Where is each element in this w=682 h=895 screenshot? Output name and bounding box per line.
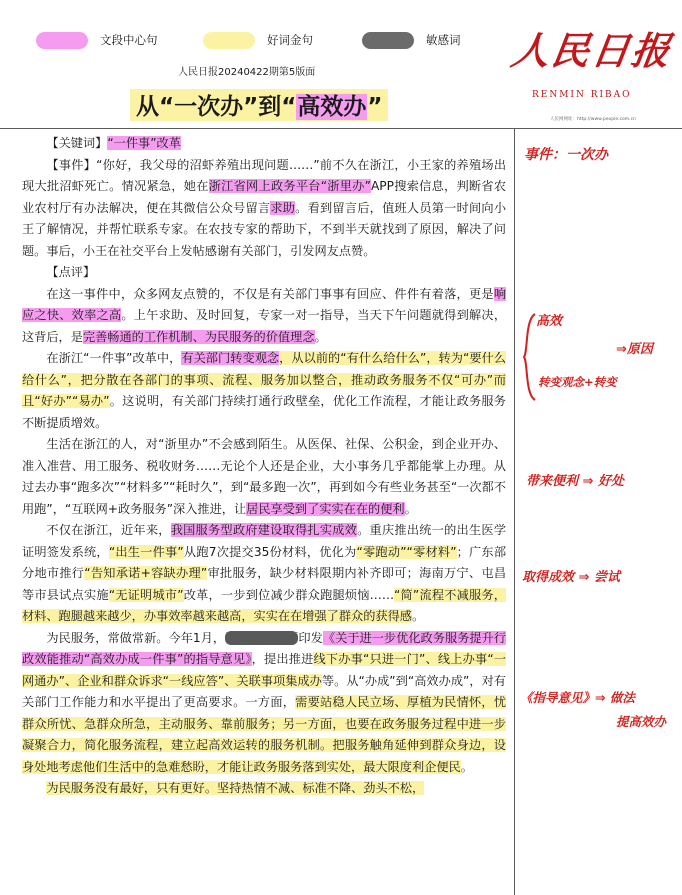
text-run: 。 bbox=[314, 329, 327, 344]
phrase-highlight: 线下办事“只进一门”、线上办事“一网通办”、企业和群众诉求“一线应答”、关联事项集成办 bbox=[22, 652, 507, 688]
phrase-highlight: “零跑动”“零材料” bbox=[356, 544, 457, 559]
column-divider bbox=[514, 128, 515, 895]
note-event: 事件：一次办 bbox=[524, 147, 608, 163]
keyword-label: 【关键词】 bbox=[46, 136, 108, 150]
newspaper-masthead bbox=[506, 14, 675, 124]
note-efficient-handling: 提高效办 bbox=[616, 714, 667, 729]
central-highlight: 求助 bbox=[270, 200, 296, 215]
text-run: 为民服务，常做常新。今年1月， bbox=[46, 630, 226, 645]
central-highlight: 居民享受到了实实在在的便利 bbox=[246, 501, 405, 516]
keyword-paragraph bbox=[22, 133, 506, 155]
text-run: 等。从“办成”到“高效办成”，对有关部门工作能力和水平提出了更高要求。一方面， bbox=[22, 673, 506, 709]
central-highlight: 完善畅通的工作机制、为民服务的价值理念 bbox=[82, 329, 315, 344]
masthead-logo-cn: 人民日报 bbox=[508, 28, 675, 73]
text-run: 审批服务，缺少材料限期内补齐即可；海南万宁、屯昌等市县试点实施 bbox=[22, 566, 507, 602]
text-run: 从跑7次提交35份材料，优化为 bbox=[183, 544, 357, 559]
title-inner: 高效办 bbox=[297, 93, 367, 120]
text-run: 。上午求助、及时回复，专家一对一指导，当天下午问题就得到解决，这背后，是 bbox=[22, 308, 507, 344]
text-run: “你好，我父母的沼虾养殖出现问题……”前不久在浙江，小王家的养殖场出现大批沼虾死亡。情况紧急，她在 bbox=[22, 157, 507, 193]
comment-paragraph-5 bbox=[22, 628, 506, 779]
title-text bbox=[130, 88, 382, 121]
phrase-highlight: “告知承诺+容缺办理” bbox=[84, 566, 208, 580]
comment-label: 【点评】 bbox=[46, 265, 96, 279]
text-run: 。这说明，有关部门持续打通行政壁垒，优化工作流程，才能让政务服务不断提质增效。 bbox=[22, 394, 506, 430]
central-highlight: 浙江省网上政务平台“浙里办” bbox=[208, 179, 371, 193]
text-run: 。 bbox=[404, 501, 417, 516]
text-run: 。看到留言后，值班人员第一时间向小王了解情况，并帮忙联系专家。在农技专家的帮助下，不到半天就找到了原因，解决了问题。事后，小王在社交平台上发帖感谢有关部门，引发网友点赞。 bbox=[22, 200, 507, 258]
text-run: ；广东部分地市推行 bbox=[22, 544, 507, 580]
text-run: 在这一事件中，众多网友点赞的，不仅是有关部门事事有回应、件件有着落，更是 bbox=[46, 286, 494, 301]
central-highlight: 我国服务型政府建设取得扎实成效 bbox=[170, 523, 358, 537]
comment-paragraph-4 bbox=[22, 520, 506, 628]
text-run: 改革，一步到位减少群众跑腿烦恼…… bbox=[183, 587, 395, 602]
text-run: 。重庆推出统一的出生医学证明签发系统， bbox=[22, 523, 507, 559]
text-run: 在浙江“一件事”改革中， bbox=[46, 351, 182, 365]
central-highlight: 有关部门转变观念 bbox=[181, 351, 280, 365]
text-run: 生活在浙江的人，对“浙里办”不会感到陌生。从医保、社保、公积金，到企业开办、准入准营、用工服务、税收财务……无论个人还是企业，大小事务几乎都能掌上办理。从过去办事“跑多次”“材料多”“耗时久”，到“最多跑一次”，再到如今有些业务甚至“一次都不用跑”，“互联网+政务服务”深入推进，让 bbox=[22, 437, 506, 516]
comment-paragraph-6 bbox=[22, 778, 506, 800]
comment-paragraph-1 bbox=[22, 284, 506, 349]
keyword-term: “一件事”改革 bbox=[107, 136, 181, 150]
comment-paragraph-2 bbox=[22, 348, 506, 434]
article-body bbox=[22, 133, 506, 800]
phrase-highlight: 为民服务没有最好，只有更好。坚持热情不减、标准不降、劲头不松， bbox=[46, 781, 425, 795]
text-run: 不仅在浙江，近年来， bbox=[46, 523, 171, 537]
phrase-highlight: 需要站稳人民立场、厚植为民情怀，忧群众所忧、急群众所急，主动服务、靠前服务；另一方面，也要在政务服务过程中进一步凝聚合力，简化服务流程，建立起高效运转的服务机制。把服务触角延伸到群众身边，设身处地考虑他们生活中的急难愁盼，才能让政务服务落到实处，最大限度利企便民 bbox=[22, 695, 507, 774]
phrase-highlight: “无证明城市” bbox=[108, 587, 184, 602]
comment-paragraph-3 bbox=[22, 434, 506, 520]
legend-swatch-pink bbox=[36, 32, 88, 49]
legend-item-sensitive-words bbox=[362, 30, 461, 50]
note-efficient: 高效 bbox=[536, 314, 563, 329]
phrase-highlight: ，从以前的“有什么给什么”，转为“要什么给什么”，把分散在各部门的事项、流程、服务加以整合，推动政务服务不仅“可办”而且“好办”“易办” bbox=[22, 351, 506, 408]
note-convenience: 带来便利 ⇒ 好处 bbox=[526, 474, 624, 489]
phrase-highlight: “出生一件事” bbox=[108, 544, 184, 559]
article-title bbox=[130, 85, 382, 123]
header-divider bbox=[0, 128, 682, 129]
phrase-highlight: “简”流程不减服务，材料、跑腿越来越少，办事效率越来越高，实实在在增强了群众的获得感 bbox=[22, 587, 506, 623]
legend-swatch-yellow bbox=[203, 32, 255, 49]
issue-line: 人民日报20240422期第5版面 bbox=[178, 67, 316, 78]
title-pre: 从“一次办”到“ bbox=[136, 93, 297, 120]
event-label: 【事件】 bbox=[46, 157, 97, 172]
highlight-legend bbox=[0, 0, 500, 60]
legend-swatch-gray bbox=[362, 32, 414, 49]
text-run: ，提出推进 bbox=[251, 652, 314, 666]
redacted-sensitive-word: 国务院办公厅 bbox=[225, 630, 299, 645]
text-run: APP搜索信息，判断省农业农村厅有办法解决，便在其微信公众号留言 bbox=[22, 179, 507, 215]
comment-label-paragraph bbox=[22, 262, 506, 284]
masthead-logo-en: RENMIN RIBAO bbox=[532, 90, 632, 100]
handwritten-margin-notes bbox=[516, 130, 682, 895]
legend-item-good-phrases bbox=[203, 30, 313, 50]
note-reason: ⇒原因 bbox=[616, 342, 653, 357]
legend-label: 敏感词 bbox=[426, 33, 461, 47]
text-run: 印发 bbox=[298, 630, 323, 645]
legend-item-central-sentence bbox=[36, 30, 158, 50]
note-achievement: 取得成效 ⇒ 尝试 bbox=[522, 570, 620, 585]
text-run: 。 bbox=[460, 759, 473, 774]
legend-label: 好词金句 bbox=[267, 33, 313, 47]
central-highlight: 《关于进一步优化政务服务提升行政效能推动“高效办成一件事”的指导意见》 bbox=[22, 630, 507, 666]
masthead-website: 人民网网址：http://www.people.com.cn bbox=[550, 117, 636, 122]
note-guidance: 《指导意见》⇒ 做法 bbox=[520, 690, 635, 705]
event-paragraph bbox=[22, 155, 506, 263]
central-highlight: 响应之快、效率之高 bbox=[22, 286, 506, 322]
text-run: 。 bbox=[412, 609, 425, 623]
note-change-mindset: 转变观念+转变 bbox=[538, 375, 617, 389]
title-post: ” bbox=[367, 93, 383, 120]
legend-label: 文段中心句 bbox=[100, 33, 158, 47]
